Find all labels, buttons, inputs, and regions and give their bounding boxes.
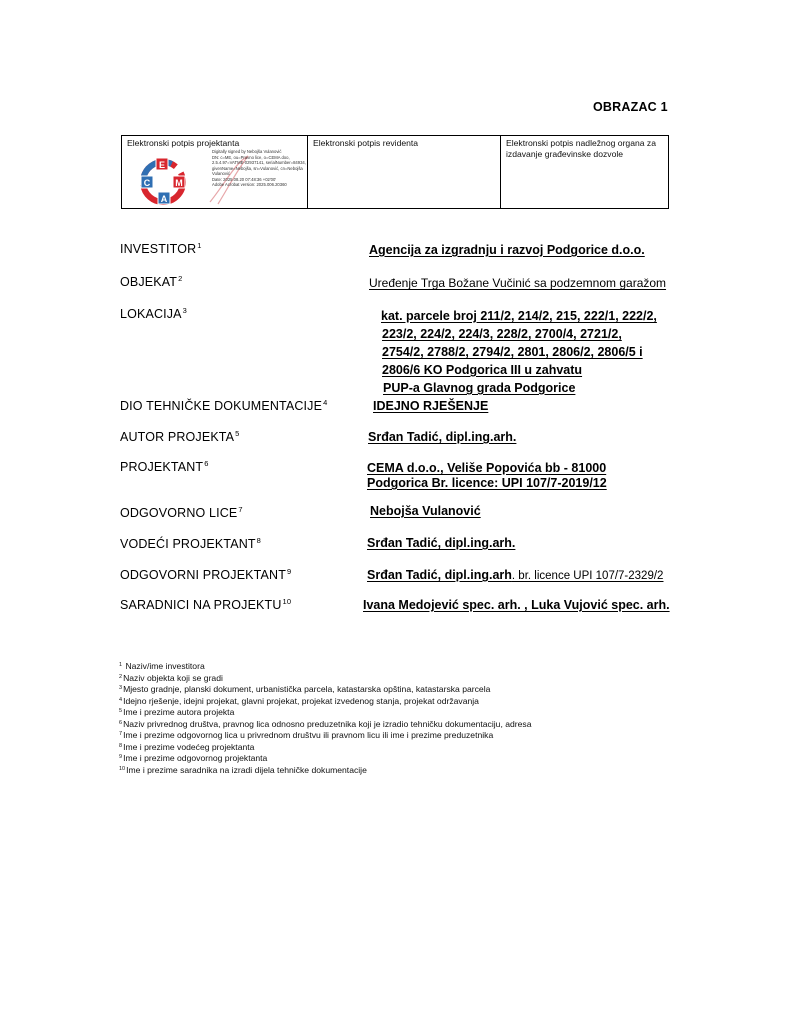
footnote-item: $^9$Ime i prezime odgovornog projektanta xyxy=(119,753,268,763)
footnote-ref-9: 9 xyxy=(286,567,292,576)
lokacija-value xyxy=(366,307,657,397)
lokacija-line: 223/2, 224/2, 224/3, 228/2, 2700/4, 2721/2, xyxy=(382,327,622,341)
saradnici-label: SARADNICI NA PROJEKTU$^{10}$ xyxy=(120,597,292,612)
footnote-item: $^4$Idejno rješenje, idejni projekat, glavni projekat, projekat izvedenog stanja, projekat održavanja xyxy=(119,695,479,706)
cema-logo-icon xyxy=(132,155,194,207)
dio-label: DIO TEHNIČKE DOKUMENTACIJE$^4$ xyxy=(120,398,328,413)
designer-signature-cell[interactable] xyxy=(122,136,308,209)
vodeci-label: VODEĆI PROJEKTANT$^8$ xyxy=(120,536,261,551)
footnote-item: $^6$Naziv privrednog društva, pravnog lica odnosno preduzetnika koji je izradio tehničku dokumentaciju, adresa xyxy=(119,718,532,729)
vodeci-value: Srđan Tadić, dipl.ing.arh. xyxy=(367,536,516,550)
autor-label: AUTOR PROJEKTA$^5$ xyxy=(120,429,240,444)
autor-value: Srđan Tadić, dipl.ing.arh. xyxy=(368,430,517,444)
dio-value: IDEJNO RJEŠENJE xyxy=(373,399,489,413)
footnote-ref-10: 10 xyxy=(282,597,292,606)
lokacija-line: 2806/6 KO Podgorica III u zahvatu xyxy=(382,363,583,377)
odgovorno-lice-value: Nebojša Vulanović xyxy=(370,504,481,518)
digital-signature-text: Digitally signed by Nebojša Vulanović DN: c=ME, ou=Pravno lice, o=CEMA doo, 2.5.4.97=VATME-02937141, serialNumber=84934, givenName=Nebojša, sn=Vulanović, cn=Nebojša Vulanović Date: 2025.08.20 07:48:36 +02'00' Adobe Acrobat version: 2025.006.20360 xyxy=(212,149,306,187)
footnote-ref-5: 5 xyxy=(235,429,240,438)
logo-letter-a: A xyxy=(160,194,168,204)
odgovorni-value: Srđan Tadić, dipl.ing.arh. br. licence UPI 107/7-2329/2 xyxy=(367,568,664,582)
investitor-value: Agencija za izgradnju i razvoj Podgorice d.o.o. xyxy=(369,243,645,257)
saradnici-value: Ivana Medojević spec. arh. , Luka Vujović spec. arh. xyxy=(363,598,670,612)
footnote-item: $^2$Naziv objekta koji se gradi xyxy=(119,672,223,683)
lokacija-line: 2754/2, 2788/2, 2794/2, 2801, 2806/2, 2806/5 i xyxy=(382,345,643,359)
odgovorno-lice-label: ODGOVORNO LICE$^7$ xyxy=(120,505,243,520)
lokacija-label: LOKACIJA$^3$ xyxy=(120,306,187,321)
logo-letter-c: C xyxy=(143,178,151,188)
lokacija-line: kat. parcele broj 211/2, 214/2, 215, 222/1, 222/2, xyxy=(381,309,657,323)
authority-signature-cell[interactable] xyxy=(501,136,669,209)
reviewer-signature-label: Elektronski potpis revidenta xyxy=(313,138,419,148)
footnote-ref-7: 7 xyxy=(238,505,243,514)
footnote-ref-6: 6 xyxy=(204,459,209,468)
logo-letter-e: E xyxy=(158,160,166,170)
odgovorni-licence: . br. licence UPI 107/7-2329/2 xyxy=(511,570,664,582)
projektant-line1: CEMA d.o.o., Veliše Popovića bb - 81000 xyxy=(367,461,607,475)
objekat-label: OBJEKAT$^2$ xyxy=(120,274,183,289)
form-title: OBRAZAC 1 xyxy=(593,100,668,114)
footnote-item: $^7$Ime i prezime odgovornog lica u privrednom društvu ili pravnom licu ili ime i prezime preduzetnika xyxy=(119,730,494,740)
footnote-ref-2: 2 xyxy=(178,274,183,283)
authority-signature-label: Elektronski potpis nadležnog organa za izdavanje građevinske dozvole xyxy=(506,138,657,159)
footnote-item: $^{10}$Ime i prezime saradnika na izradi dijela tehničke dokumentacije xyxy=(119,764,367,775)
footnote-item: $^8$Ime i prezime vodećeg projektanta xyxy=(119,741,255,752)
projektant-label: PROJEKTANT$^6$ xyxy=(120,459,209,474)
designer-signature-label: Elektronski potpis projektanta xyxy=(127,138,240,148)
footnote-ref-4: 4 xyxy=(323,398,328,407)
signature-table xyxy=(121,135,669,209)
investitor-label: INVESTITOR$^1$ xyxy=(120,241,202,256)
reviewer-signature-cell[interactable] xyxy=(308,136,501,209)
footnote-ref-8: 8 xyxy=(256,536,261,545)
footnotes xyxy=(119,660,532,775)
logo-letter-m: M xyxy=(175,178,183,188)
lokacija-line: PUP-a Glavnog grada Podgorice xyxy=(383,381,576,395)
footnote-ref-1: 1 xyxy=(197,241,202,250)
footnote-item: $^1$ Naziv/ime investitora xyxy=(119,661,205,671)
footnote-item: $^3$Mjesto gradnje, planski dokument, urbanistička parcela, katastarska opština, katastarska parcela xyxy=(119,684,491,694)
odgovorni-label: ODGOVORNI PROJEKTANT$^9$ xyxy=(120,567,292,582)
footnote-ref-3: 3 xyxy=(182,306,187,315)
objekat-value: Uređenje Trga Božane Vučinić sa podzemnom garažom xyxy=(369,276,667,290)
projektant-line2: Podgorica Br. licence: UPI 107/7-2019/12 xyxy=(367,476,607,490)
footnote-item: $^5$Ime i prezime autora projekta xyxy=(119,707,235,717)
